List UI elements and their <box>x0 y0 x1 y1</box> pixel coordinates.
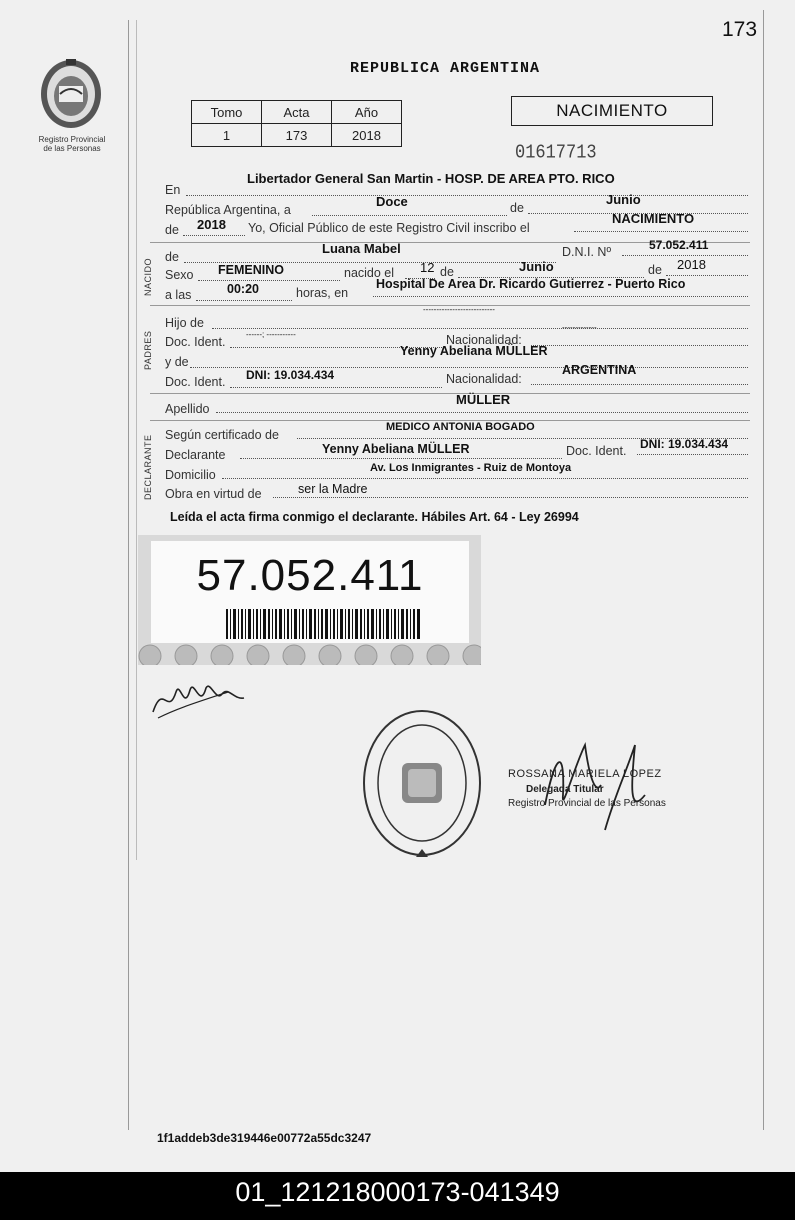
yde-label: y de <box>165 355 189 369</box>
tomo-header: Tomo <box>192 101 262 124</box>
dotted-line <box>230 387 442 388</box>
certificado-label: Según certificado de <box>165 428 279 442</box>
dotted-line <box>574 231 748 232</box>
lugar-value: Hospital De Area Dr. Ricardo Gutierrez - Puerto Rico <box>376 277 686 291</box>
en-value: Libertador General San Martin - HOSP. DE AREA PTO. RICO <box>247 171 615 186</box>
doc-label-1: Doc. Ident. <box>165 335 226 349</box>
certificado-value: MEDICO ANTONIA BOGADO <box>386 421 535 433</box>
acta-value: 173 <box>262 124 332 147</box>
signatory-role: Delegada Titular <box>526 784 604 795</box>
document-title: REPUBLICA ARGENTINA <box>349 60 541 77</box>
dotted-line <box>198 280 340 281</box>
dotted-line <box>622 255 748 256</box>
republica-label: República Argentina, a <box>165 203 291 217</box>
dotted-line <box>222 478 748 479</box>
margin-rule-inner <box>136 20 137 860</box>
dotted-line <box>531 345 748 346</box>
dotted-line <box>531 384 748 385</box>
declarante-label: Declarante <box>165 448 226 462</box>
dotted-line <box>216 412 748 413</box>
signatory-name: ROSSANA MARIELA LOPEZ <box>508 768 662 780</box>
doc-label-3: Doc. Ident. <box>566 444 627 458</box>
declarante-doc: DNI: 19.034.434 <box>640 437 729 451</box>
acta-header: Acta <box>262 101 332 124</box>
de5-label: de <box>648 263 662 277</box>
margin-rule-left <box>128 20 129 1130</box>
alas-label: a las <box>165 288 192 302</box>
apellido-label: Apellido <box>165 402 210 416</box>
obra-value: ser la Madre <box>298 482 368 496</box>
nacido-label: nacido el <box>344 266 395 280</box>
page-number: 173 <box>722 18 758 41</box>
anio-header: Año <box>332 101 402 124</box>
side-label-declarante: DECLARANTE <box>143 434 153 500</box>
official-seal <box>360 705 484 865</box>
madre-value: Yenny Abeliana MÜLLER <box>400 344 548 358</box>
de-label: de <box>510 201 524 215</box>
document-hash: 1f1addeb3de319446e00772a55dc3247 <box>157 1131 372 1145</box>
dotted-line <box>373 296 748 297</box>
margin-rule-right <box>763 10 764 1130</box>
de3-label: de <box>165 250 179 264</box>
nacido-dia: 12 <box>420 260 435 275</box>
sticker-dni-number: 57.052.411 <box>196 551 424 600</box>
signatory-org: Registro Provincial de las Personas <box>508 798 666 809</box>
inscribo-value: NACIMIENTO <box>612 211 695 226</box>
sexo-label: Sexo <box>165 268 194 282</box>
de2-label: de <box>165 223 179 237</box>
tomo-value: 1 <box>192 124 262 147</box>
dotted-line <box>637 454 748 455</box>
nacido-anio: 2018 <box>677 257 706 272</box>
mes-value: Junio <box>606 192 641 207</box>
dotted-line <box>666 275 748 276</box>
nacido-mes: Junio <box>519 259 554 274</box>
dni-label: D.N.I. Nº <box>562 245 612 259</box>
dotted-line <box>273 497 748 498</box>
hijo-label: Hijo de <box>165 316 204 330</box>
padre-doc: ------; ----------- <box>246 330 296 339</box>
dotted-line <box>312 215 507 216</box>
nacionalidad-label-1: Nacionalidad: <box>446 333 522 347</box>
doc-label-2: Doc. Ident. <box>165 375 226 389</box>
side-label-padres: PADRES <box>143 330 153 370</box>
closing-note: Leída el acta firma conmigo el declarante. Hábiles Art. 64 - Ley 26994 <box>170 510 579 524</box>
oficial-text: Yo, Oficial Público de este Registro Civil inscribo el <box>248 221 530 235</box>
hora-value: 00:20 <box>227 282 259 296</box>
nacionalidad-label-2: Nacionalidad: <box>446 372 522 386</box>
serial-number: 01617713 <box>515 142 597 165</box>
declarant-signature <box>148 672 248 727</box>
dotted-line <box>186 195 748 196</box>
domicilio-value: Av. Los Inmigrantes - Ruiz de Montoya <box>370 462 572 474</box>
padre-nacionalidad: ------------- <box>562 323 597 332</box>
anio-value: 2018 <box>197 217 226 232</box>
footer-code: 01_121218000173-041349 <box>0 1172 795 1220</box>
dni-sticker <box>138 535 481 665</box>
nombre-value: Luana Mabel <box>322 241 401 256</box>
declarante-value: Yenny Abeliana MÜLLER <box>322 442 470 456</box>
dni-value: 57.052.411 <box>649 238 709 252</box>
misiones-coat-of-arms-icon <box>38 56 104 130</box>
dia-value: Doce <box>376 194 408 209</box>
barcode-icon <box>226 609 422 639</box>
record-table <box>191 100 402 147</box>
de4-label: de <box>440 265 454 279</box>
dotted-line <box>183 235 245 236</box>
obra-label: Obra en virtud de <box>165 487 262 501</box>
horas-label: horas, en <box>296 286 349 300</box>
madre-doc: DNI: 19.034.434 <box>246 368 335 382</box>
madre-nacionalidad: ARGENTINA <box>562 363 637 377</box>
dotted-line <box>196 300 292 301</box>
record-type-box: NACIMIENTO <box>511 96 713 126</box>
domicilio-label: Domicilio <box>165 468 216 482</box>
anio-value: 2018 <box>332 124 402 147</box>
logo-caption-line2: de las Personas <box>43 144 101 153</box>
en-label: En <box>165 183 181 197</box>
section-separator <box>150 393 750 394</box>
side-label-nacido: NACIDO <box>143 257 153 296</box>
logo-caption-line1: Registro Provincial <box>38 135 106 144</box>
dotted-line <box>212 328 748 329</box>
dotted-line <box>240 458 562 459</box>
apellido-value: MÜLLER <box>456 392 511 407</box>
sexo-value: FEMENINO <box>218 263 284 277</box>
sticker-panel <box>151 541 469 643</box>
padre-value: --------------------------- <box>423 305 495 314</box>
logo-caption <box>22 135 122 153</box>
